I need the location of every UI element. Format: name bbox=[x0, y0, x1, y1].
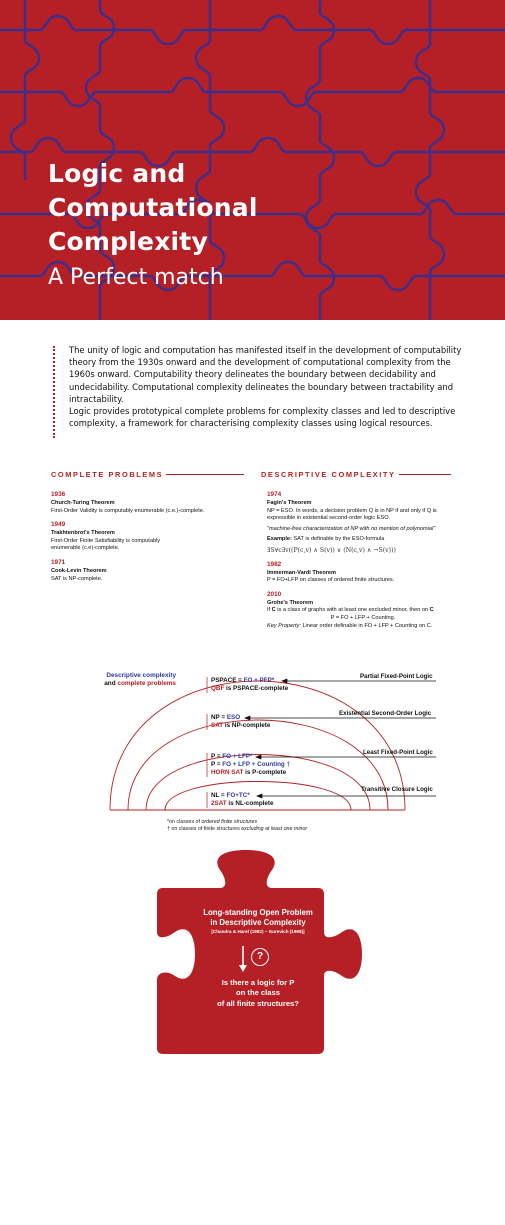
grohe-equation: P = FO + LFP + Counting. bbox=[330, 614, 396, 621]
hero-banner bbox=[0, 0, 505, 320]
logic-label: Least Fixed-Point Logic bbox=[363, 749, 433, 756]
entry-text: SAT is NP-complete. bbox=[51, 575, 103, 582]
open-problem-title: Long-standing Open Problem in Descriptive Complexity bbox=[203, 908, 313, 927]
fagin-example: Example: SAT is definable by the ESO-formula bbox=[267, 536, 385, 543]
entry-theorem: Trakhtenbrot's Theorem bbox=[51, 530, 115, 537]
entry-text: P = FO+LFP on classes of ordered finite structures. bbox=[267, 577, 395, 584]
nl-box: NL = FO+TC* 2SAT is NL-complete bbox=[211, 792, 274, 808]
entry-theorem: Immerman-Vardi Theorem bbox=[267, 569, 337, 576]
entry-theorem: Grohe's Theorem bbox=[267, 599, 314, 606]
open-problem-citation: [Chandra & Harel (1982) – Gurevich (1988)] bbox=[211, 929, 305, 934]
np-box: NP = ESO SAT is NP-complete bbox=[211, 714, 271, 730]
entry-text: First-Order Validity is computably enumerable (c.e.)-complete. bbox=[51, 507, 205, 514]
heading-rule bbox=[399, 474, 451, 475]
grohe-key-property: Key Property: Linear order definable in FO + LFP + Counting on C. bbox=[267, 622, 433, 629]
open-problem-question: Is there a logic for P on the class of all finite structures? bbox=[217, 978, 299, 1008]
logic-label: Transitive Closure Logic bbox=[361, 786, 433, 793]
descriptive-complexity-heading: DESCRIPTIVE COMPLEXITY bbox=[261, 470, 451, 479]
entry-theorem: Fagin's Theorem bbox=[267, 500, 312, 506]
intro-section bbox=[53, 344, 463, 438]
descriptive-complexity-list bbox=[267, 491, 459, 630]
intro-paragraph: Logic provides prototypical complete problems for complexity classes and led to descriptive complexity, a framework for characterising complexity classes using logical resources. bbox=[69, 406, 456, 429]
eso-formula: ∃S∀c∃v((P(c,v) ∧ S(v)) ∨ (N(c,v) ∧ ¬S(v))) bbox=[267, 546, 396, 554]
diagram-legend: Descriptive complexity and complete problems bbox=[104, 672, 176, 687]
entry-year: 1982 bbox=[267, 560, 282, 568]
page-subtitle: A Perfect match bbox=[48, 265, 224, 290]
complete-problems-heading: COMPLETE PROBLEMS bbox=[51, 470, 244, 479]
logic-label: Existential Second-Order Logic bbox=[339, 710, 432, 717]
entry-text: NP = ESO. In words, a decision problem Q is in NP if and only if Q is expressible in existential second-order logic ESO. bbox=[267, 507, 437, 522]
entry-year: 2010 bbox=[267, 590, 282, 598]
pspace-box: PSPACE = FO + PFP* QBF is PSPACE-complete bbox=[211, 677, 289, 693]
fagin-quote: "machine-free characterization of NP with no mention of polynomial" bbox=[267, 525, 436, 532]
entry-text: If C is a class of graphs with at least one excluded minor, then on C bbox=[267, 607, 434, 614]
dotted-divider bbox=[53, 346, 55, 438]
entry-year: 1974 bbox=[267, 491, 282, 498]
logic-label: Partial Fixed-Point Logic bbox=[360, 673, 433, 680]
heading-rule bbox=[166, 474, 244, 475]
diagram-footnotes: *on classes of ordered finite structures † on classes of finite structures excluding at least one minor bbox=[167, 819, 308, 833]
question-icon: ? bbox=[251, 948, 269, 966]
page-title: Logic and Computational Complexity bbox=[48, 159, 258, 256]
entry-year: 1949 bbox=[51, 521, 66, 529]
p-box: P = FO + LFP* P = FO + LFP + Counting † HORN SAT is P-complete bbox=[211, 753, 291, 777]
entry-theorem: Cook-Levin Theorem bbox=[51, 567, 107, 574]
complete-problems-list bbox=[51, 491, 241, 583]
entry-text: First-Order Finite Satisfiability is computably enumerable (c.e)-complete. bbox=[51, 537, 161, 552]
entry-year: 1936 bbox=[51, 491, 66, 498]
entry-theorem: Church-Turing Theorem bbox=[51, 500, 115, 506]
entry-year: 1971 bbox=[51, 558, 66, 566]
intro-text bbox=[69, 344, 469, 429]
intro-paragraph: The unity of logic and computation has manifested itself in the development of computability theory from the 1930s onward and the development of computational complexity from the 1960s onward. Computability theory delineates the boundary between decidability and undecidability. Computational complexity delineates the boundary between tractability and intractability. bbox=[69, 345, 462, 404]
